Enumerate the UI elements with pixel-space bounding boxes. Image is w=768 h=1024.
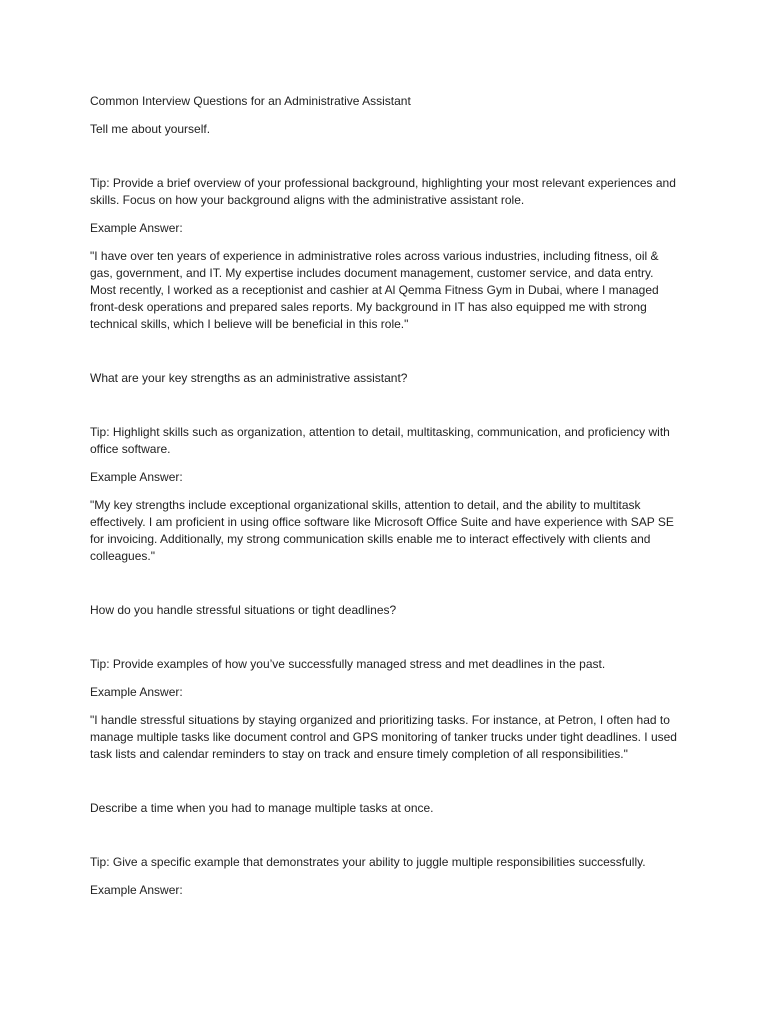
- tip-2: Tip: Highlight skills such as organization, attention to detail, multitasking, communication, and proficiency with office software.: [90, 425, 670, 456]
- answer-3: "I handle stressful situations by staying organized and prioritizing tasks. For instance, at Petron, I often had to manage multiple tasks like document control and GPS monitoring of tanker trucks under tight deadlines. I used task lists and calendar reminders to stay on track and ensure timely completion of all responsibilities.": [90, 713, 677, 761]
- example-label-1: Example Answer:: [90, 221, 183, 235]
- example-label-2: Example Answer:: [90, 470, 183, 484]
- question-3: How do you handle stressful situations or tight deadlines?: [90, 603, 397, 617]
- question-2: What are your key strengths as an administrative assistant?: [90, 371, 408, 385]
- example-label-4: Example Answer:: [90, 883, 183, 897]
- example-label-3: Example Answer:: [90, 685, 183, 699]
- document-title: Common Interview Questions for an Administrative Assistant: [90, 94, 411, 108]
- answer-1: "I have over ten years of experience in administrative roles across various industries, including fitness, oil & gas, government, and IT. My expertise includes document management, customer service, and data entry. Most recently, I worked as a receptionist and cashier at Al Qemma Fitness Gym in Dubai, where I managed front-desk operations and prepared sales reports. My background in IT has also equipped me with strong technical skills, which I believe will be beneficial in this role.": [90, 249, 659, 331]
- question-1: Tell me about yourself.: [90, 122, 211, 136]
- tip-3: Tip: Provide examples of how you’ve successfully managed stress and met deadlines in the past.: [90, 657, 606, 671]
- tip-4: Tip: Give a specific example that demonstrates your ability to juggle multiple responsibilities successfully.: [90, 855, 646, 869]
- tip-1: Tip: Provide a brief overview of your professional background, highlighting your most relevant experiences and skills. Focus on how your background aligns with the administrative assistant role.: [90, 176, 676, 207]
- question-4: Describe a time when you had to manage multiple tasks at once.: [90, 801, 434, 815]
- answer-2: "My key strengths include exceptional organizational skills, attention to detail, and the ability to multitask effectively. I am proficient in using office software like Microsoft Office Suite and have experience with SAP SE for invoicing. Additionally, my strong communication skills enable me to interact effectively with clients and colleagues.": [90, 498, 674, 563]
